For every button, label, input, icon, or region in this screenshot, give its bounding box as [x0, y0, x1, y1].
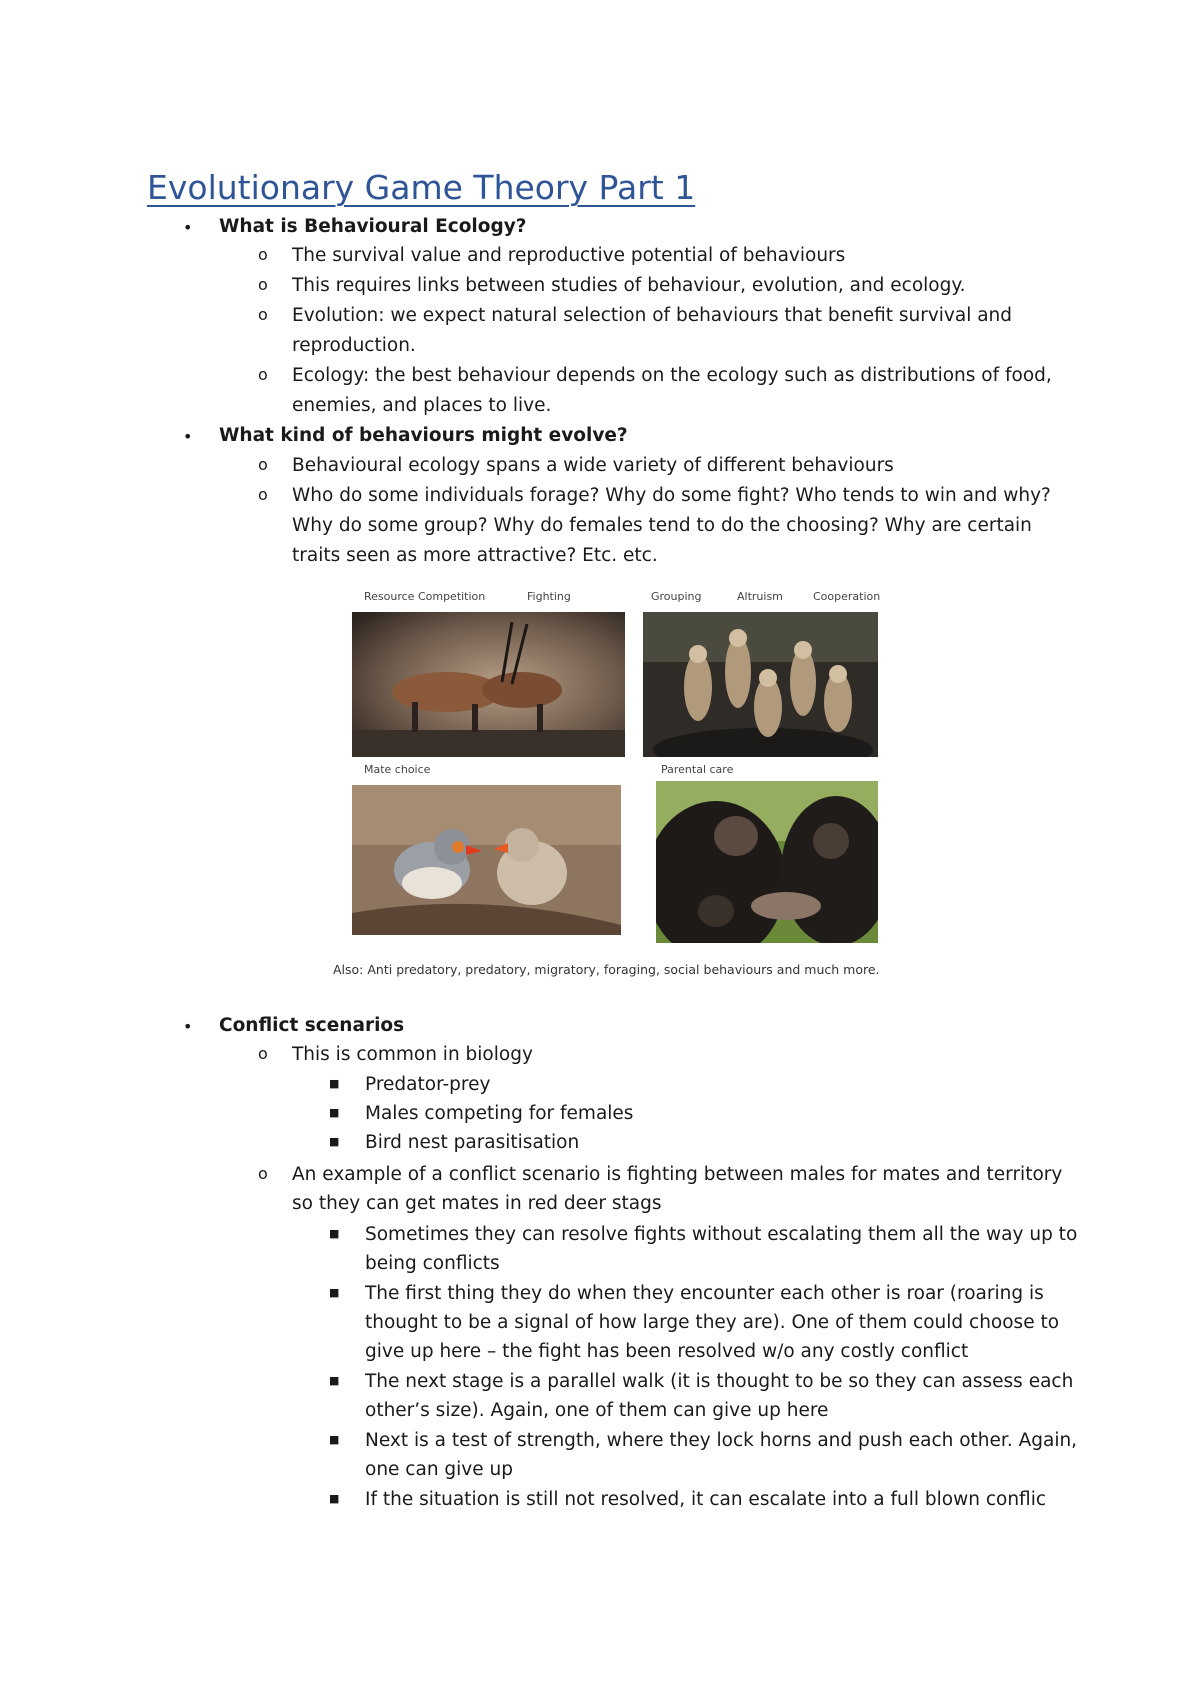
- list-item: The survival value and reproductive potential of behaviours: [292, 245, 846, 266]
- sub-sub-bullet-marker: ■: [329, 1135, 340, 1148]
- list-item-continuation: other’s size). Again, one of them can give up here: [365, 1400, 829, 1421]
- list-item-continuation: thought to be a signal of how large they are). One of them could choose to: [365, 1312, 1060, 1333]
- list-item-continuation: traits seen as more attractive? Etc. etc.: [292, 545, 658, 566]
- finch-photo: [352, 785, 621, 935]
- sub-bullet-marker: o: [258, 245, 268, 264]
- figure-label-fighting: Fighting: [527, 590, 571, 603]
- list-item: Next is a test of strength, where they lock horns and push each other. Again,: [365, 1430, 1078, 1451]
- sub-bullet-marker: o: [258, 275, 268, 294]
- sub-sub-bullet-marker: ■: [329, 1374, 340, 1387]
- bullet-marker: •: [183, 427, 193, 446]
- figure-label-altruism: Altruism: [737, 590, 783, 603]
- section-heading-behaviours: What kind of behaviours might evolve?: [219, 425, 628, 446]
- oryx-photo: [352, 612, 625, 757]
- bullet-marker: •: [183, 1017, 193, 1036]
- list-item: Bird nest parasitisation: [365, 1132, 580, 1153]
- list-item-continuation: give up here – the fight has been resolved w/o any costly conflict: [365, 1341, 969, 1362]
- sub-sub-bullet-marker: ■: [329, 1227, 340, 1240]
- sub-bullet-marker: o: [258, 305, 268, 324]
- sub-sub-bullet-marker: ■: [329, 1106, 340, 1119]
- list-item: This is common in biology: [292, 1044, 533, 1065]
- list-item-continuation: so they can get mates in red deer stags: [292, 1193, 662, 1214]
- list-item: Sometimes they can resolve fights without escalating them all the way up to: [365, 1224, 1078, 1245]
- figure-label-mate: Mate choice: [364, 763, 431, 776]
- figure-label-grouping: Grouping: [651, 590, 702, 603]
- section-heading-conflict: Conflict scenarios: [219, 1015, 405, 1036]
- bullet-marker: •: [183, 218, 193, 237]
- sub-bullet-marker: o: [258, 485, 268, 504]
- sub-bullet-marker: o: [258, 455, 268, 474]
- list-item: If the situation is still not resolved, it can escalate into a full blown conflic: [365, 1489, 1047, 1510]
- meerkat-photo: [643, 612, 878, 757]
- sub-sub-bullet-marker: ■: [329, 1492, 340, 1505]
- list-item: An example of a conflict scenario is fighting between males for mates and territory: [292, 1164, 1063, 1185]
- figure-label-cooperation: Cooperation: [813, 590, 881, 603]
- page-title: Evolutionary Game Theory Part 1: [147, 168, 696, 207]
- list-item: Males competing for females: [365, 1103, 634, 1124]
- list-item: Predator-prey: [365, 1074, 491, 1095]
- list-item: The first thing they do when they encounter each other is roar (roaring is: [365, 1283, 1044, 1304]
- list-item: Ecology: the best behaviour depends on the ecology such as distributions of food,: [292, 365, 1052, 386]
- chimpanzee-photo: [656, 781, 878, 943]
- list-item-continuation: enemies, and places to live.: [292, 395, 552, 416]
- list-item-continuation: reproduction.: [292, 335, 416, 356]
- list-item: This requires links between studies of behaviour, evolution, and ecology.: [292, 275, 966, 296]
- figure-label-parental: Parental care: [661, 763, 734, 776]
- sub-bullet-marker: o: [258, 1044, 268, 1063]
- sub-bullet-marker: o: [258, 1164, 268, 1183]
- list-item-continuation: being conflicts: [365, 1253, 500, 1274]
- sub-sub-bullet-marker: ■: [329, 1433, 340, 1446]
- list-item: Evolution: we expect natural selection of behaviours that benefit survival and: [292, 305, 1013, 326]
- list-item: The next stage is a parallel walk (it is thought to be so they can assess each: [365, 1371, 1074, 1392]
- list-item-continuation: one can give up: [365, 1459, 513, 1480]
- section-heading-behavioural-ecology: What is Behavioural Ecology?: [219, 216, 527, 237]
- sub-sub-bullet-marker: ■: [329, 1077, 340, 1090]
- figure-label-resource: Resource Competition: [364, 590, 486, 603]
- sub-bullet-marker: o: [258, 365, 268, 384]
- list-item: Who do some individuals forage? Why do some fight? Who tends to win and why?: [292, 485, 1051, 506]
- list-item-continuation: Why do some group? Why do females tend to do the choosing? Why are certain: [292, 515, 1032, 536]
- figure-caption: Also: Anti predatory, predatory, migratory, foraging, social behaviours and much more.: [333, 962, 880, 977]
- sub-sub-bullet-marker: ■: [329, 1286, 340, 1299]
- list-item: Behavioural ecology spans a wide variety of different behaviours: [292, 455, 894, 476]
